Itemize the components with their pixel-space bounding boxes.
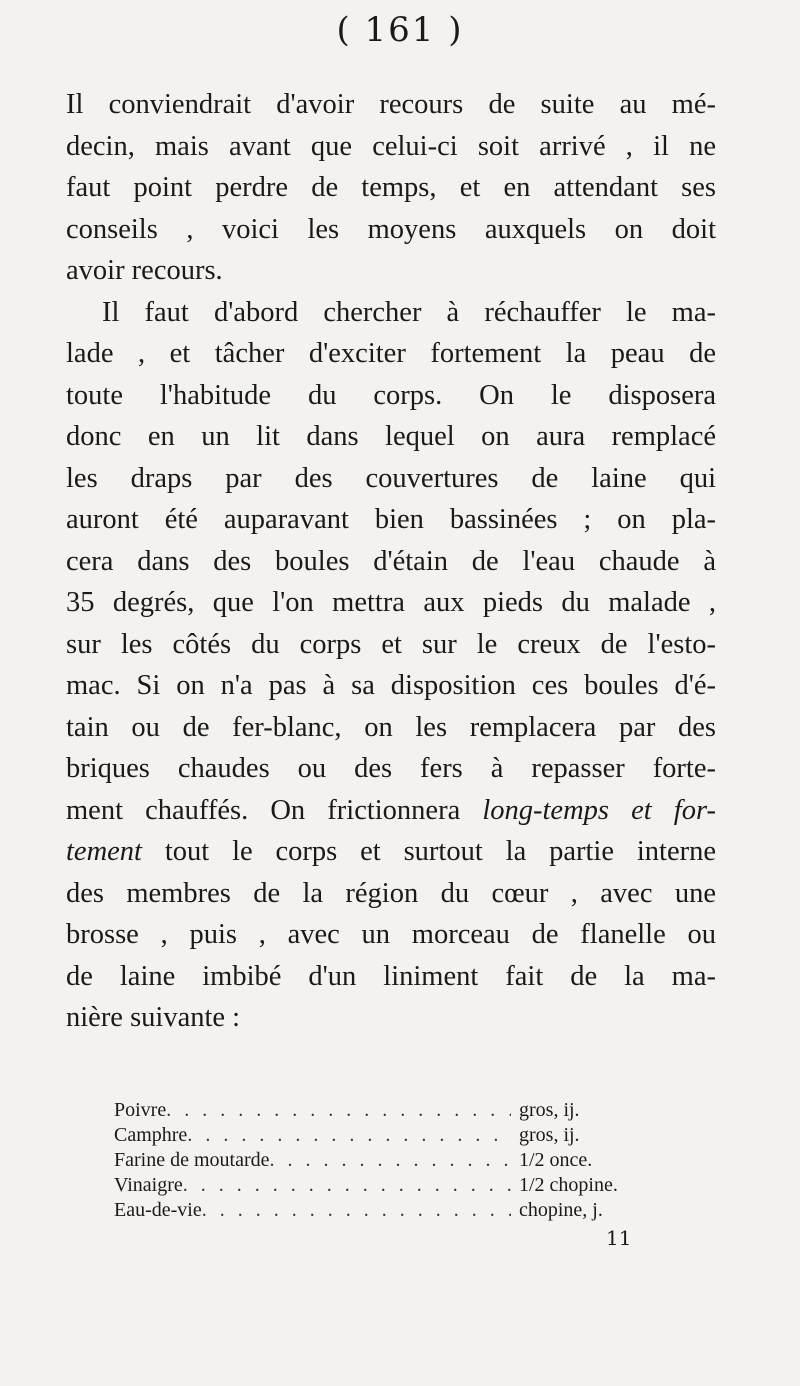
main-text — [66, 84, 716, 1039]
ingredient: Farine de moutarde — [114, 1149, 270, 1171]
text-line: de laine imbibé d'un liniment fait de la ma- — [66, 960, 716, 992]
leader-dots — [202, 1198, 511, 1223]
ingredient: Eau-de-vie — [114, 1199, 202, 1221]
quantity: gros, ij. — [519, 1124, 580, 1146]
text-line: 35 degrés, que l'on mettra aux pieds du malade , — [66, 587, 716, 618]
text-line: decin, mais avant que celui-ci soit arrivé , il ne — [66, 130, 716, 162]
text-line: avoir recours. — [66, 255, 223, 286]
text-line: brosse , puis , avec un morceau de flanelle ou — [66, 919, 716, 950]
text-line: nière suivante : — [66, 1002, 241, 1033]
ingredient: Vinaigre — [114, 1174, 183, 1196]
signature-mark: 11 — [606, 1226, 632, 1250]
text-line: toute l'habitude du corps. On le disposera — [66, 379, 716, 411]
recipe-row — [114, 1098, 674, 1123]
recipe-list — [114, 1098, 674, 1223]
leader-dots — [187, 1123, 511, 1148]
ingredient: Poivre — [114, 1099, 167, 1121]
quantity: 1/2 once. — [519, 1149, 593, 1171]
italic-segment: tement — [66, 836, 142, 867]
text-line: Il faut d'abord chercher à réchauffer le ma- — [102, 296, 716, 328]
text-line: faut point perdre de temps, et en attendant ses — [66, 172, 716, 203]
italic-segment: long-temps et for- — [482, 794, 716, 826]
recipe-row — [114, 1198, 674, 1223]
leader-dots — [270, 1148, 512, 1173]
text-line: briques chaudes ou des fers à repasser forte- — [66, 753, 716, 784]
text-line-mixed — [66, 790, 716, 832]
text-line: cera dans des boules d'étain de l'eau chaude à — [66, 545, 716, 577]
text-line: conseils , voici les moyens auxquels on doit — [66, 213, 716, 245]
text-line: tain ou de fer-blanc, on les remplacera par des — [66, 711, 716, 743]
page-number: ( 161 ) — [336, 10, 464, 50]
quantity: chopine, j. — [519, 1199, 603, 1221]
text-line: Il conviendrait d'avoir recours de suite au mé- — [66, 89, 716, 120]
quantity: 1/2 chopine. — [519, 1174, 618, 1196]
leader-dots — [166, 1098, 511, 1123]
text-line: des membres de la région du cœur , avec une — [66, 877, 716, 909]
quantity: gros, ij. — [519, 1099, 580, 1121]
leader-dots — [183, 1173, 511, 1198]
text-segment: tout le corps et surtout la partie interne — [141, 836, 716, 867]
text-line: mac. Si on n'a pas à sa disposition ces boules d'é- — [66, 670, 716, 701]
recipe-row — [114, 1173, 674, 1198]
recipe-row — [114, 1148, 674, 1173]
text-line: sur les côtés du corps et sur le creux de l'esto- — [66, 628, 716, 660]
text-segment: ment chauffés. On frictionnera — [66, 794, 483, 826]
ingredient: Camphre — [114, 1124, 188, 1146]
text-line-mixed — [66, 831, 716, 873]
text-line: lade , et tâcher d'exciter fortement la peau de — [66, 338, 716, 369]
recipe-row — [114, 1123, 674, 1148]
text-line: les draps par des couvertures de laine qui — [66, 462, 716, 494]
text-line: auront été auparavant bien bassinées ; on pla- — [66, 504, 716, 535]
text-line: donc en un lit dans lequel on aura remplacé — [66, 421, 716, 452]
